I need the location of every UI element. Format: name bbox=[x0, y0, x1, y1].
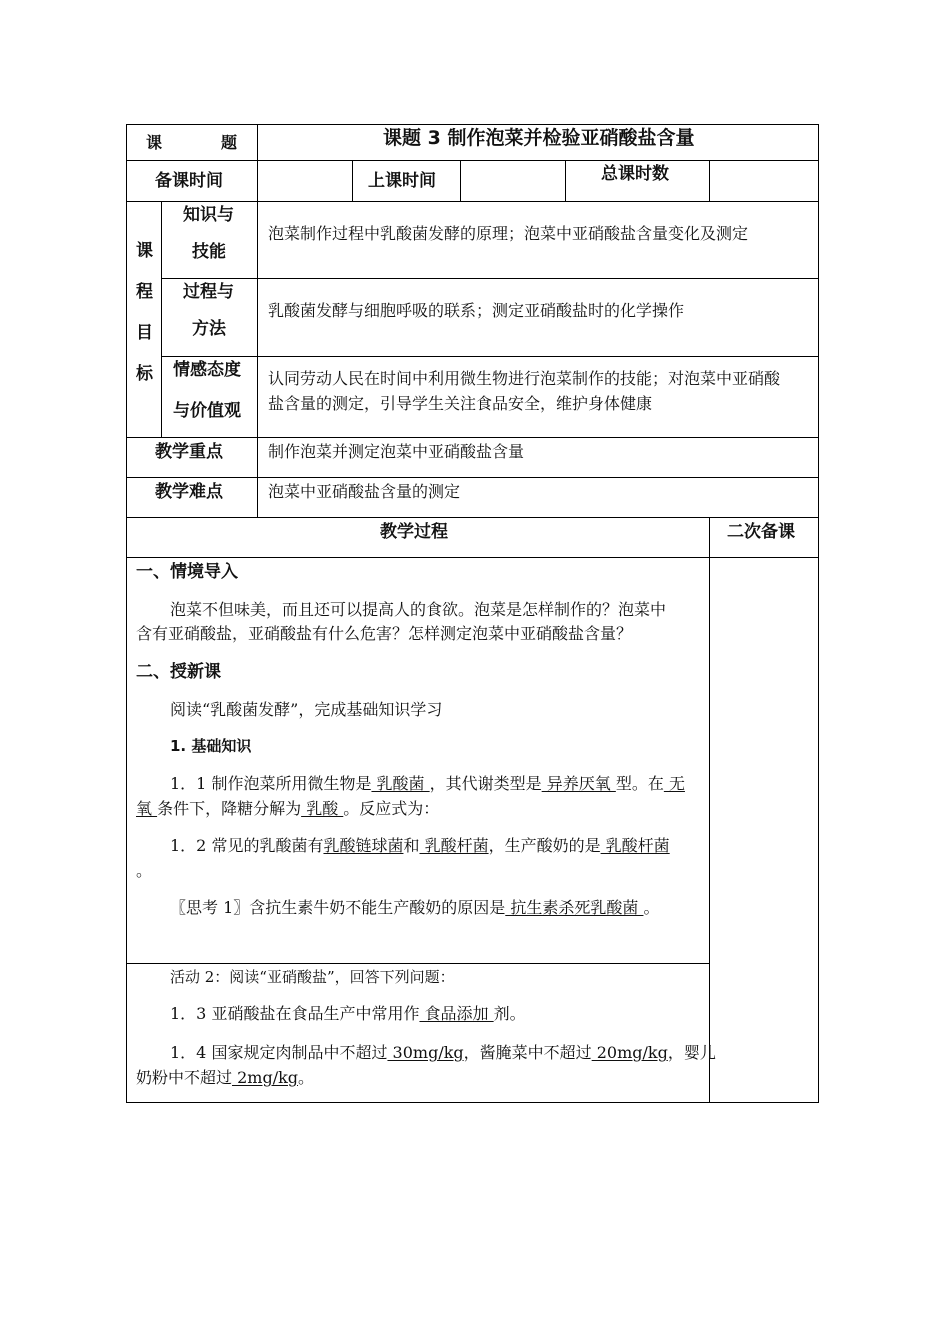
answer-blank: 抗生素杀死乳酸菌 bbox=[505, 898, 644, 917]
paragraph-line: 含有亚硝酸盐，亚硝酸盐有什么危害？怎样测定泡菜中亚硝酸盐含量？ bbox=[136, 624, 633, 643]
answer-blank: 氧 bbox=[136, 799, 158, 818]
answer-blank: 20mg/kg bbox=[591, 1043, 668, 1062]
answer-blank: 2mg/kg bbox=[232, 1068, 299, 1087]
paragraph-line: 泡菜不但味美，而且还可以提高人的食欲。泡菜是怎样制作的？泡菜中 bbox=[170, 600, 667, 619]
question-text: ，婴儿 bbox=[667, 1043, 716, 1062]
subsection-heading: 1. 基础知识 bbox=[170, 737, 252, 755]
second-prep-label: 二次备课 bbox=[727, 522, 795, 542]
question-text: 〖思考 1〗含抗生素牛奶不能生产酸奶的原因是 bbox=[170, 898, 506, 917]
think-1-line bbox=[170, 897, 659, 919]
section-heading: 二、授新课 bbox=[136, 662, 221, 682]
section-heading: 一、情境导入 bbox=[136, 562, 238, 582]
objective-text: 盐含量的测定，引导学生关注食品安全，维护身体健康 bbox=[268, 394, 653, 413]
total-hours-label: 总课时数 bbox=[601, 164, 669, 184]
question-1-1-line bbox=[136, 798, 439, 820]
table-rule bbox=[126, 517, 819, 518]
question-text: 奶粉中不超过 bbox=[136, 1068, 233, 1087]
objective-text: 认同劳动人民在时间中利用微生物进行泡菜制作的技能；对泡菜中亚硝酸 bbox=[268, 369, 781, 388]
table-rule bbox=[257, 124, 258, 517]
table-rule bbox=[565, 160, 566, 201]
question-text: 1．4 国家规定肉制品中不超过 bbox=[170, 1043, 388, 1062]
answer-blank: 乳酸菌 bbox=[371, 774, 430, 793]
table-rule bbox=[352, 160, 353, 201]
question-text: ，生产酸奶的是 bbox=[488, 836, 601, 855]
table-rule bbox=[460, 160, 461, 201]
table-rule bbox=[161, 201, 162, 437]
answer-blank: 乳酸 bbox=[301, 799, 344, 818]
question-1-2-line bbox=[170, 835, 670, 857]
table-border-top bbox=[126, 124, 819, 125]
key-point-text: 制作泡菜并测定泡菜中亚硝酸盐含量 bbox=[268, 442, 525, 461]
topic-label: 课 bbox=[146, 133, 163, 152]
question-text: 型。在 bbox=[615, 774, 664, 793]
question-1-3-line bbox=[170, 1003, 526, 1025]
objective-label: 知识与 bbox=[183, 205, 234, 225]
lesson-title: 课题 3 制作泡菜并检验亚硝酸盐含量 bbox=[383, 127, 695, 149]
question-1-4-line bbox=[170, 1042, 716, 1064]
objective-label: 方法 bbox=[192, 319, 226, 339]
objectives-side-char: 标 bbox=[136, 364, 153, 384]
table-rule bbox=[126, 557, 819, 558]
table-border-left bbox=[126, 124, 127, 1102]
answer-blank: 异养厌氧 bbox=[541, 774, 616, 793]
question-text: 。 bbox=[643, 898, 660, 917]
objectives-side-char: 课 bbox=[136, 241, 153, 261]
table-rule bbox=[126, 477, 819, 478]
class-time-label: 上课时间 bbox=[368, 171, 436, 191]
topic-label: 题 bbox=[221, 133, 238, 152]
objective-label: 技能 bbox=[192, 242, 226, 262]
objective-label: 过程与 bbox=[183, 282, 234, 302]
question-text: 1．3 亚硝酸盐在食品生产中常用作 bbox=[170, 1004, 420, 1023]
question-text: 和 bbox=[403, 836, 420, 855]
question-text: 。 bbox=[298, 1068, 315, 1087]
table-rule bbox=[709, 517, 710, 1102]
objective-text: 乳酸菌发酵与细胞呼吸的联系；测定亚硝酸盐时的化学操作 bbox=[268, 301, 685, 320]
paragraph-line: 阅读“乳酸菌发酵”，完成基础知识学习 bbox=[170, 700, 443, 719]
difficulty-text: 泡菜中亚硝酸盐含量的测定 bbox=[268, 482, 461, 501]
objectives-side-char: 程 bbox=[136, 282, 153, 302]
table-rule bbox=[709, 160, 710, 201]
objective-text: 泡菜制作过程中乳酸菌发酵的原理；泡菜中亚硝酸盐含量变化及测定 bbox=[268, 224, 749, 243]
question-text: 条件下，降糖分解为 bbox=[157, 799, 302, 818]
question-text: 1．2 常见的乳酸菌有 bbox=[170, 836, 324, 855]
prep-time-label: 备课时间 bbox=[155, 171, 223, 191]
process-header-label: 教学过程 bbox=[380, 522, 448, 542]
question-text: 1．1 制作泡菜所用微生物是 bbox=[170, 774, 372, 793]
difficulty-label: 教学难点 bbox=[155, 482, 223, 502]
question-text: 剂。 bbox=[493, 1004, 526, 1023]
question-1-4-line bbox=[136, 1067, 314, 1089]
question-end-mark: 。 bbox=[136, 861, 153, 880]
answer-blank: 无 bbox=[663, 774, 685, 793]
answer-blank: 食品添加 bbox=[419, 1004, 494, 1023]
question-1-1-line bbox=[170, 773, 685, 795]
question-text: ，其代谢类型是 bbox=[429, 774, 542, 793]
question-text: ，酱腌菜中不超过 bbox=[463, 1043, 592, 1062]
table-border-right bbox=[818, 124, 819, 1102]
table-rule bbox=[126, 160, 819, 161]
answer-blank: 30mg/kg bbox=[387, 1043, 464, 1062]
table-rule bbox=[161, 278, 819, 279]
objective-label: 与价值观 bbox=[173, 401, 241, 421]
table-rule bbox=[126, 201, 819, 202]
objective-label: 情感态度 bbox=[173, 360, 241, 380]
answer-blank: 乳酸链球菌 bbox=[323, 836, 404, 855]
objectives-side-char: 目 bbox=[136, 323, 153, 343]
answer-blank: 乳酸杆菌 bbox=[600, 836, 670, 855]
answer-blank: 乳酸杆菌 bbox=[419, 836, 489, 855]
table-border-bottom bbox=[126, 1102, 819, 1103]
table-rule bbox=[161, 356, 819, 357]
table-rule bbox=[126, 437, 819, 438]
table-rule bbox=[126, 963, 709, 964]
key-point-label: 教学重点 bbox=[155, 442, 223, 462]
question-text: 。反应式为： bbox=[343, 799, 440, 818]
activity-2-line: 活动 2：阅读“亚硝酸盐”，回答下列问题： bbox=[170, 968, 455, 986]
